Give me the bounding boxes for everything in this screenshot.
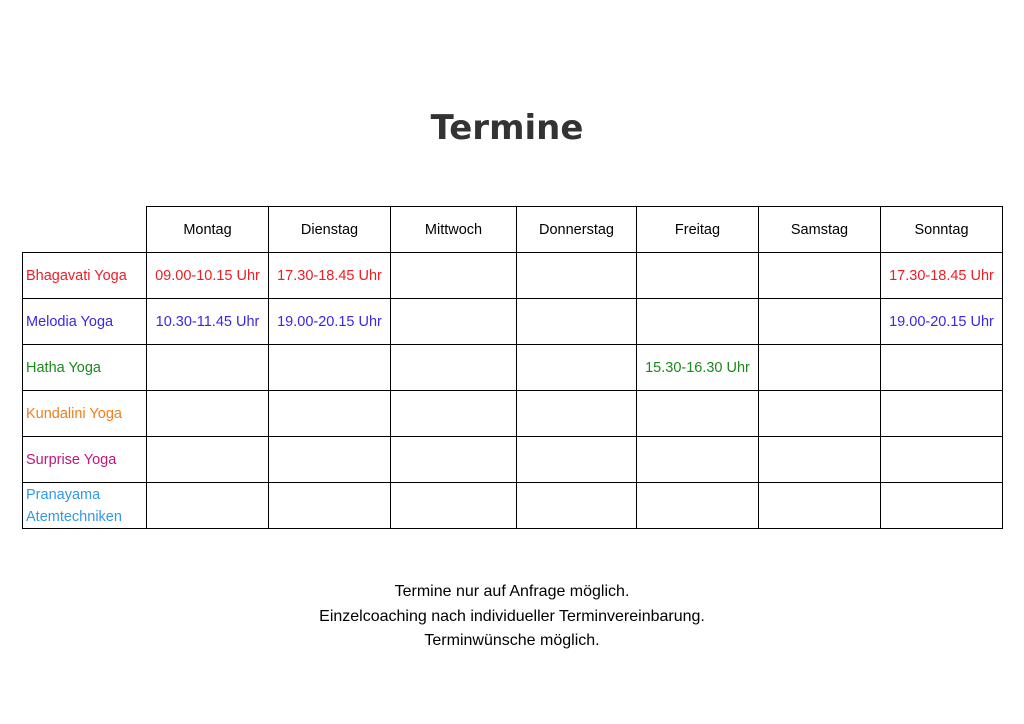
footer-line-coaching: Einzelcoaching nach individueller Terminvereinbarung. xyxy=(319,607,705,625)
time-slot-montag: 10.30-11.45 Uhr xyxy=(147,299,269,345)
time-slot-samstag xyxy=(759,299,881,345)
table-row xyxy=(23,345,1003,391)
time-slot-dienstag: 19.00-20.15 Uhr xyxy=(269,299,391,345)
time-slot-freitag xyxy=(637,437,759,483)
table-row xyxy=(23,253,1003,299)
time-slot-sonntag: 17.30-18.45 Uhr xyxy=(881,253,1003,299)
time-slot-samstag xyxy=(759,437,881,483)
time-slot-sonntag: 19.00-20.15 Uhr xyxy=(881,299,1003,345)
table-row xyxy=(23,299,1003,345)
table-row xyxy=(23,391,1003,437)
time-slot-samstag xyxy=(759,345,881,391)
time-slot-montag xyxy=(147,437,269,483)
schedule-body xyxy=(23,253,1003,529)
day-header-sonntag: Sonntag xyxy=(881,207,1003,253)
time-slot-mittwoch xyxy=(391,483,517,529)
time-slot-freitag: 15.30-16.30 Uhr xyxy=(637,345,759,391)
time-slot-dienstag xyxy=(269,483,391,529)
time-slot-donnerstag xyxy=(517,437,637,483)
header-row xyxy=(23,207,1003,253)
time-slot-sonntag xyxy=(881,437,1003,483)
time-slot-dienstag xyxy=(269,391,391,437)
yoga-class-name: Surprise Yoga xyxy=(23,437,147,483)
time-slot-mittwoch xyxy=(391,253,517,299)
time-slot-donnerstag xyxy=(517,391,637,437)
time-slot-donnerstag xyxy=(517,483,637,529)
yoga-class-name: Kundalini Yoga xyxy=(23,391,147,437)
time-slot-donnerstag xyxy=(517,253,637,299)
yoga-class-name: Bhagavati Yoga xyxy=(23,253,147,299)
time-slot-dienstag xyxy=(269,345,391,391)
time-slot-mittwoch xyxy=(391,437,517,483)
time-slot-sonntag xyxy=(881,391,1003,437)
yoga-class-name: Melodia Yoga xyxy=(23,299,147,345)
footer-notes xyxy=(0,580,1024,654)
page-title: Termine xyxy=(430,108,584,148)
time-slot-freitag xyxy=(637,391,759,437)
footer-line-request: Termine nur auf Anfrage möglich. xyxy=(394,583,630,600)
time-slot-freitag xyxy=(637,299,759,345)
time-slot-samstag xyxy=(759,391,881,437)
schedule-table xyxy=(22,206,1003,529)
day-header-mittwoch: Mittwoch xyxy=(391,207,517,253)
table-row xyxy=(23,483,1003,529)
time-slot-sonntag xyxy=(881,345,1003,391)
time-slot-montag xyxy=(147,483,269,529)
day-header-montag: Montag xyxy=(147,207,269,253)
time-slot-sonntag xyxy=(881,483,1003,529)
time-slot-mittwoch xyxy=(391,391,517,437)
time-slot-dienstag xyxy=(269,437,391,483)
table-row xyxy=(23,437,1003,483)
yoga-class-name: Hatha Yoga xyxy=(23,345,147,391)
time-slot-donnerstag xyxy=(517,299,637,345)
time-slot-montag xyxy=(147,345,269,391)
time-slot-mittwoch xyxy=(391,345,517,391)
time-slot-dienstag: 17.30-18.45 Uhr xyxy=(269,253,391,299)
time-slot-freitag xyxy=(637,483,759,529)
time-slot-samstag xyxy=(759,253,881,299)
corner-cell xyxy=(23,207,147,253)
time-slot-montag: 09.00-10.15 Uhr xyxy=(147,253,269,299)
time-slot-mittwoch xyxy=(391,299,517,345)
day-header-donnerstag: Donnerstag xyxy=(517,207,637,253)
yoga-class-name: Pranayama Atemtechniken xyxy=(23,483,147,529)
time-slot-freitag xyxy=(637,253,759,299)
time-slot-donnerstag xyxy=(517,345,637,391)
time-slot-samstag xyxy=(759,483,881,529)
footer-line-wishes: Terminwünsche möglich. xyxy=(424,632,600,649)
day-header-samstag: Samstag xyxy=(759,207,881,253)
time-slot-montag xyxy=(147,391,269,437)
day-header-freitag: Freitag xyxy=(637,207,759,253)
day-header-dienstag: Dienstag xyxy=(269,207,391,253)
